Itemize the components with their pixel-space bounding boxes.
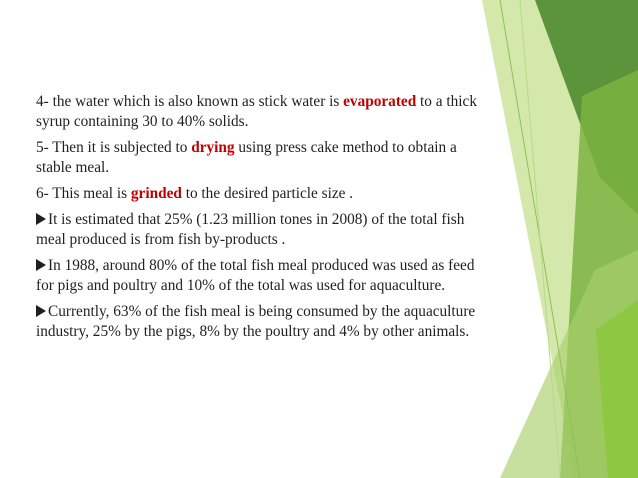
- arrow-right-icon: [36, 259, 46, 271]
- slide-body: [36, 92, 484, 348]
- text-run: In 1988, around 80% of the total fish meal produced was used as feed for pigs and poultry and 10% of the total was used for aquaculture.: [36, 257, 475, 294]
- text-run: to the desired particle size .: [181, 185, 354, 202]
- arrow-right-icon: [36, 305, 46, 317]
- bullet-current-consumption: [36, 302, 484, 342]
- highlight-evaporated: evaporated: [343, 93, 417, 110]
- text-run: It is estimated that 25% (1.23 million tones in 2008) of the total fish meal produced is from fish by-products .: [36, 211, 465, 248]
- arrow-right-icon: [36, 213, 46, 225]
- bullet-1988-usage: [36, 256, 484, 296]
- paragraph-step-4: [36, 92, 484, 132]
- bullet-estimate-by-products: [36, 210, 484, 250]
- text-run: using press cake method to obtain a stable meal.: [36, 139, 457, 176]
- text-run: to a thick syrup containing 30 to 40% solids.: [36, 93, 477, 130]
- highlight-grinded: grinded: [130, 185, 182, 202]
- highlight-drying: drying: [191, 139, 235, 156]
- paragraph-step-5: [36, 138, 484, 178]
- paragraph-step-6: [36, 184, 484, 204]
- text-run: 4- the water which is also known as stick water is: [36, 93, 344, 110]
- text-run: Currently, 63% of the fish meal is being consumed by the aquaculture industry, 25% by the pigs, 8% by the poultry and 4% by other animals.: [36, 303, 476, 340]
- text-run: 5- Then it is subjected to: [36, 139, 192, 156]
- text-run: 6- This meal is: [36, 185, 131, 202]
